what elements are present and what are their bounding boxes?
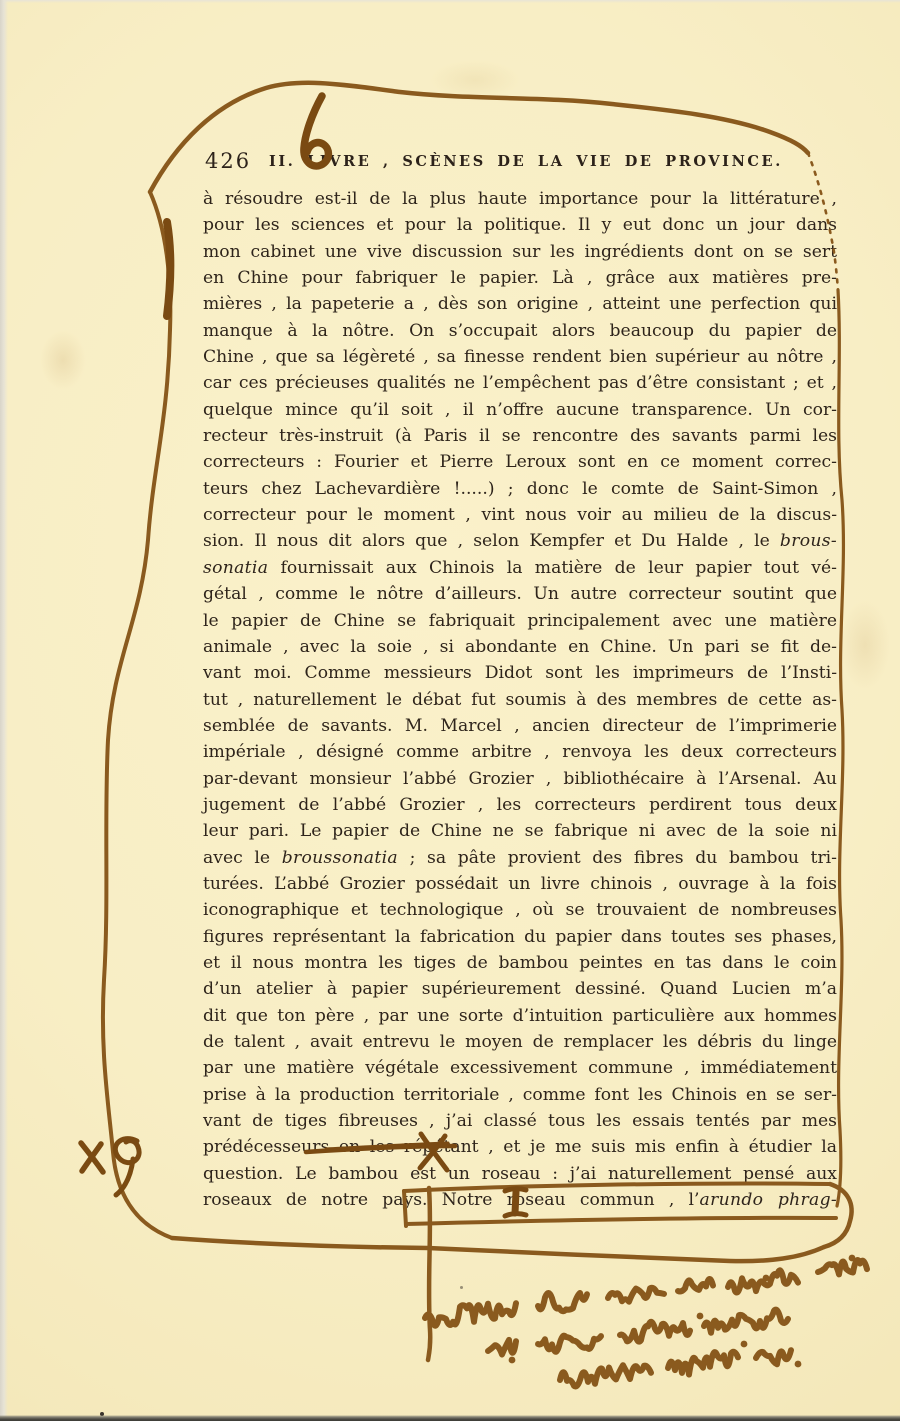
scan-edge-bottom [0,1415,900,1421]
text-line: leur pari. Le papier de Chine ne se fabrique ni avec de la soie ni [203,821,837,842]
page-number: 426 [205,149,252,173]
note-dot [741,1341,748,1348]
text-line: par-devant monsieur l’abbé Grozier , bibliothécaire à l’Arsenal. Au [203,768,837,789]
text-line: correcteur pour le moment , vint nous voir au milieu de la discus- [203,505,837,526]
text-line: quelque mince qu’il soit , il n’offre aucune transparence. Un cor- [203,399,837,420]
text-line: teurs chez Lachevardière !.....) ; donc le comte de Saint-Simon , [203,478,837,499]
text-line: jugement de l’abbé Grozier , les correcteurs perdirent tous deux [203,794,837,815]
text-line: par une matière végétale excessivement commune , immédiatement [203,1058,837,1079]
text-line: tut , naturellement le débat fut soumis à des membres de cette as- [203,689,837,710]
text-line: avec le broussonatia ; sa pâte provient des fibres du bambou tri- [203,847,837,868]
note-dot [697,1313,704,1320]
text-line: mières , la papeterie a , dès son origine , atteint une perfection qui [203,294,837,315]
text-line: question. Le bambou est un roseau : j’ai naturellement pensé aux [203,1163,837,1184]
note-stroke [560,1365,651,1386]
text-line: semblée de savants. M. Marcel , ancien directeur de l’imprimerie [203,715,837,736]
note-stroke [678,1279,713,1291]
text-line: en Chine pour fabriquer le papier. Là , grâce aux matières pre- [203,268,837,289]
text-line: dit que ton père , par une sorte d’intuition particulière aux hommes [203,1005,837,1026]
text-line: pour les sciences et pour la politique. Il y eut donc un jour dans [203,215,837,236]
text-line: et il nous montra les tiges de bambou peintes en tas dans le coin [203,952,837,973]
text-line: vant moi. Comme messieurs Didot sont les imprimeurs de l’Insti- [203,663,837,684]
text-line: car ces précieuses qualités ne l’empêchent pas d’être consistant ; et , [203,373,837,394]
note-stroke [668,1352,738,1375]
scan-edge-left [0,0,8,1421]
note-dot [849,1255,856,1262]
text-line: mon cabinet une vive discussion sur les ingrédients dont on se sert [203,241,837,262]
text-line: roseaux de notre pays. Notre roseau commun , l’arundo phrag- [203,1190,837,1211]
handwritten-note [425,1255,867,1387]
text-line: manque à la nôtre. On s’occupait alors beaucoup du papier de [203,320,837,341]
insertion-I-mark [505,1189,526,1216]
text-line: sion. Il nous dit alors que , selon Kempfer et Du Halde , le brous- [203,531,837,552]
text-line: de talent , avait entrevu le moyen de remplacer les débris du linge [203,1032,837,1052]
note-stroke [538,1336,601,1352]
text-line: gétal , comme le nôtre d’ailleurs. Un autre correcteur soutint que [203,584,837,605]
note-stroke [620,1322,690,1342]
text-line: turées. L’abbé Grozier possédait un livre chinois , ouvrage à la fois [203,873,837,894]
ink-box-around-phrase [404,1183,852,1247]
dust-speck [460,1286,463,1289]
note-stroke [818,1260,867,1274]
running-title: II. LIVRE , SCÈNES DE LA VIE DE PROVINCE. [269,153,783,170]
scan-edge-top [0,0,900,3]
x-mark [420,1134,447,1170]
note-stroke [728,1270,798,1292]
margin-x9-mark [81,1139,139,1195]
text-line: prédécesseurs en les répétant , et je me suis mis enfin à étudier la [203,1137,837,1158]
text-line: vant de tiges fibreuses , j’ai classé tous les essais tentés par mes [203,1111,837,1132]
note-stroke [704,1310,788,1333]
text-line: prise à la production territoriale , comme font les Chinois en se ser- [203,1084,837,1105]
proof-sheet-number-6 [304,96,329,166]
text-line: recteur très-instruit (à Paris il se rencontre des savants parmi les [203,426,837,447]
text-line: correcteurs : Fourier et Pierre Leroux sont en ce moment correc- [203,452,837,473]
note-stroke [538,1293,587,1311]
note-stroke [488,1340,516,1355]
note-dot [763,1275,770,1282]
note-dot [509,1357,516,1364]
reference-vertical-line [428,1188,430,1360]
note-dot [795,1361,802,1368]
note-stroke [608,1288,664,1302]
ink-enclosing-circle [103,83,844,1261]
text-line: à résoudre est-il de la plus haute importance pour la littérature , [203,189,837,209]
text-line: iconographique et technologique , où se trouvaient de nombreuses [203,900,837,921]
text-line: figures représentant la fabrication du papier dans toutes ses phases, [203,926,837,947]
text-line: le papier de Chine se fabriquait principalement avec une matière [203,610,837,631]
text-line: d’un atelier à papier supérieurement dessiné. Quand Lucien m’a [203,979,837,1000]
note-stroke [756,1350,791,1364]
text-line: Chine , que sa légèreté , sa finesse rendent bien supérieur au nôtre , [203,347,837,368]
text-line: animale , avec la soie , si abondante en Chine. Un pari se fit de- [203,636,837,657]
text-line: sonatia fournissait aux Chinois la matière de leur papier tout vé- [203,557,837,578]
text-line: impériale , désigné comme arbitre , renvoya les deux correcteurs [203,742,837,763]
note-stroke [425,1303,516,1325]
